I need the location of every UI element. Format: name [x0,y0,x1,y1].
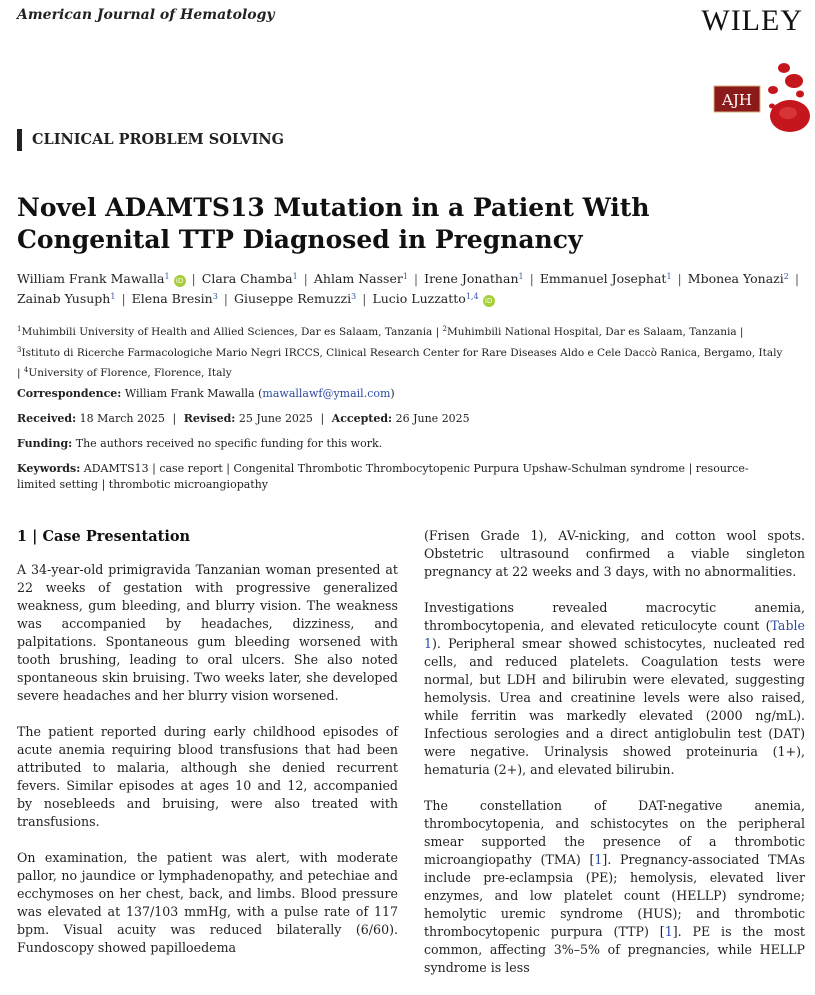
paragraph: A 34-year-old primigravida Tanzanian woman presented at 22 weeks of gestation with progressive generalized weakness, gum bleeding, and blurry vision. The weakness was accompanied by headaches, dizziness, and palpitations. Spontaneous gum bleeding worsened with tooth brushing, leading to oral ulcers. She also noted spontaneous skin bruising. Two weeks later, she developed severe headaches and her blurry vision worsened. [17,562,398,703]
affiliations: $^1$Muhimbili University of Health and Allied Sciences, Dar es Salaam, Tanzania | $^2$Muhimbili National Hospital, Dar es Salaam, Tanzania | $^3$Istituto di Ricerche Farmacologiche Mario Negri IRCCS, Clinical Research Center for Rare Diseases Aldo e Cele Daccò Ranica, Bergamo, Italy | $^4$University of Florence, Florence, Italy [17,325,783,379]
paragraph: The constellation of DAT-negative anemia, thrombocytopenia, and schistocytes on the peripheral smear supported the presence of a thrombotic microangiopathy (TMA) [1]. Pregnancy-associated TMAs include pre-eclampsia (PE); hemolysis, elevated liver enzymes, and low platelet count (HELLP) syndrome; hemolytic uremic syndrome (HUS); and thrombotic thrombocytopenic purpura (TTP) [1]. PE is the most common, affecting 3%–5% of pregnancies, while HELLP syndrome is less [424,798,805,975]
author[interactable]: Giuseppe Remuzzi$^3$ [234,290,357,306]
citation-link[interactable]: 1 [664,924,673,939]
paragraph: The patient reported during early childhood episodes of acute anemia requiring blood transfusions that had been attributed to malaria, although she denied recurrent fevers. Similar episodes at ages 10 and 12, accompanied by nosebleeds and bruising, were also treated with transfusions. [17,724,398,829]
publisher-logo: WILEY [701,4,803,37]
author[interactable]: Emmanuel Josephat$^1$ [539,271,672,286]
author-list: William Frank Mawalla$^1$ iD | Clara Chamba$^1$ | Ahlam Nasser$^1$ | Irene Jonathan$^1$ | Emmanuel Josephat$^1$ | Mbonea Yonazi$^2$ | Zainab Yusuph$^1$ | Elena Bresin$^3$ | Giuseppe Remuzzi$^3$ | Lucio Luzzatto$^{1,4}$ iD [17,271,800,306]
author[interactable]: Clara Chamba$^1$ [201,271,298,286]
ajh-logo [712,60,812,140]
correspondence: Correspondence: William Frank Mawalla (mawallawf@ymail.com) [17,387,395,400]
author[interactable]: Lucio Luzzatto$^{1,4}$ iD [372,291,494,306]
author[interactable]: William Frank Mawalla$^1$ iD [17,271,186,286]
paragraph: Investigations revealed macrocytic anemia, thrombocytopenia, and elevated reticulocyte count (Table 1). Peripheral smear showed schistocytes, nucleated red cells, and reduced platelets. Coagulation tests were normal, but LDH and bilirubin were elevated, suggesting hemolysis. Urea and creatinine levels were also raised, while ferritin was markedly elevated (2000 ng/mL). Infectious serologies and a direct antiglobulin test (DAT) were negative. Urinalysis showed proteinuria (1+), hematuria (2+), and elevated bilirubin. [424,600,805,777]
email-link[interactable]: mawallawf@ymail.com [262,387,391,400]
orcid-icon[interactable]: iD [483,295,495,307]
author[interactable]: Irene Jonathan$^1$ [424,271,524,286]
citation-link[interactable]: 1 [594,852,603,867]
table-link[interactable]: Table 1 [424,618,805,651]
author[interactable]: Mbonea Yonazi$^2$ [687,271,789,286]
left-column [17,561,398,975]
funding: Funding: The authors received no specific funding for this work. [17,437,383,450]
section-heading: 1 | Case Presentation [17,528,191,545]
paragraph: On examination, the patient was alert, with moderate pallor, no jaundice or lymphadenopathy, and petechiae and ecchymoses on her chest, back, and limbs. Blood pressure was elevated at 137/103 mmHg, with a pulse rate of 117 bpm. Visual acuity was reduced bilaterally (6/60). Fundoscopy showed papilloedema [17,850,398,955]
ajh-logo-text: AJH [722,91,752,109]
dates: Received: 18 March 2025 | Revised: 25 June 2025 | Accepted: 26 June 2025 [17,412,470,425]
orcid-icon[interactable]: iD [174,275,186,287]
author[interactable]: Zainab Yusuph$^1$ [17,290,116,306]
journal-name: American Journal of Hematology [17,7,275,23]
author[interactable]: Ahlam Nasser$^1$ [313,271,408,286]
right-column [424,527,805,995]
author[interactable]: Elena Bresin$^3$ [131,290,218,306]
keywords: Keywords: ADAMTS13 | case report | Congenital Thrombotic Thrombocytopenic Purpura Upshaw-Schulman syndrome | resource-limited setting | thrombotic microangiopathy [17,462,749,491]
article-title: Novel ADAMTS13 Mutation in a Patient With Congenital TTP Diagnosed in Pregnancy [17,193,650,254]
section-label: CLINICAL PROBLEM SOLVING [17,129,284,151]
paragraph: (Frisen Grade 1), AV-nicking, and cotton wool spots. Obstetric ultrasound confirmed a viable singleton pregnancy at 22 weeks and 3 days, with no abnormalities. [424,528,805,579]
